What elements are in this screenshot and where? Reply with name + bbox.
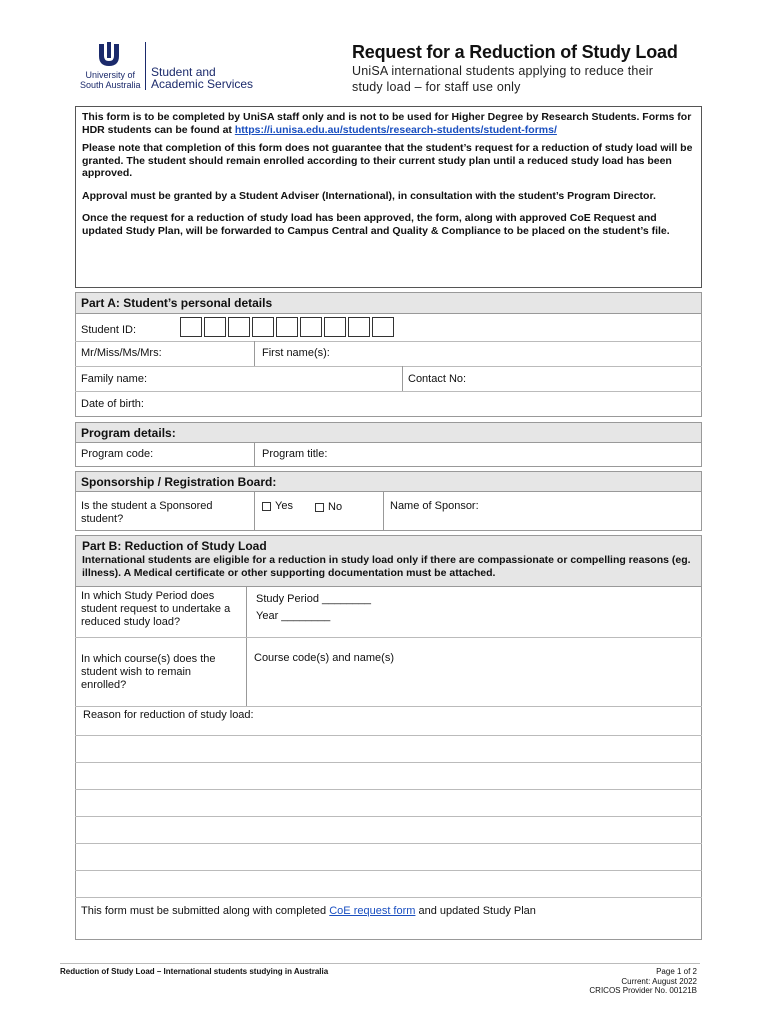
study-period-field[interactable]: Study Period ________ (256, 593, 371, 605)
program-code-label[interactable]: Program code: (81, 448, 154, 460)
current-date: Current: August 2022 (621, 976, 697, 986)
course-codes-field[interactable]: Course code(s) and name(s) (254, 652, 395, 664)
cricos-number: CRICOS Provider No. 00121B (589, 986, 697, 995)
page-number: Page 1 of 2 (656, 967, 697, 976)
notice-para-2: Please note that completion of this form does not guarantee that the student’s request for a reduction of study load will be granted. The student should remain enrolled according to their current study plan until a reduced study load has been approved. (82, 142, 693, 179)
footer-divider (60, 963, 700, 964)
reason-line-1[interactable] (75, 735, 702, 736)
submit-note: This form must be submitted along with completed CoE request form and updated Study Plan (81, 905, 536, 917)
part-b-heading: Part B: Reduction of Study Load (82, 539, 267, 553)
course-question: In which course(s) does the student wish to remain enrolled? (81, 653, 216, 691)
reason-line-4[interactable] (75, 816, 702, 817)
reason-line-3[interactable] (75, 789, 702, 790)
yes-checkbox[interactable] (262, 502, 271, 511)
part-b-table (75, 586, 702, 940)
sponsorship-heading: Sponsorship / Registration Board: (75, 471, 702, 492)
sponsored-yes-option[interactable]: Yes (262, 500, 293, 512)
sponsored-no-option[interactable]: No (315, 501, 342, 513)
footer-meta (560, 967, 697, 996)
reason-line-7[interactable] (75, 897, 702, 898)
study-period-question: In which Study Period does student request to undertake a reduced study load? (81, 590, 231, 628)
unisa-logo-icon (96, 42, 122, 68)
title-label: Mr/Miss/Ms/Mrs: (81, 347, 162, 359)
program-heading: Program details: (75, 422, 702, 443)
notice-para-4: Once the request for a reduction of study load has been approved, the form, along with approved CoE Request and updated Study Plan, will be forwarded to Campus Central and Quality & Compliance to be placed on the student’s file. (82, 212, 670, 237)
contact-no-label[interactable]: Contact No: (408, 373, 467, 385)
reason-line-2[interactable] (75, 762, 702, 763)
coe-request-form-link[interactable]: CoE request form (329, 905, 416, 917)
logo-university-name: University of South Australia (80, 70, 141, 90)
page-subtitle: UniSA international students applying to reduce their study load – for staff use only (352, 64, 654, 94)
sponsored-question: Is the student a Sponsored student? (81, 500, 213, 525)
footer-doc-title: Reduction of Study Load – International students studying in Australia (60, 967, 329, 976)
part-a-heading: Part A: Student’s personal details (75, 292, 702, 314)
year-field[interactable]: Year ________ (256, 610, 331, 622)
part-b-header-box (75, 535, 702, 587)
notice-para-3: Approval must be granted by a Student Adviser (International), in consultation with the student’s Program Director. (82, 189, 656, 202)
notice-para-1: This form is to be completed by UniSA staff only and is not to be used for Higher Degree by Research Students. Forms for HDR students can be found at https://i.unisa.edu.au/students/research-students/student-forms/ (82, 111, 692, 136)
sponsor-name-label[interactable]: Name of Sponsor: (390, 500, 479, 512)
reason-line-5[interactable] (75, 843, 702, 844)
reason-line-6[interactable] (75, 870, 702, 871)
program-table (75, 442, 702, 467)
logo-divider (145, 42, 146, 90)
page-title: Request for a Reduction of Study Load (352, 42, 678, 62)
date-of-birth-label[interactable]: Date of birth: (81, 398, 144, 410)
student-id-label: Student ID: (81, 324, 137, 336)
no-checkbox[interactable] (315, 503, 324, 512)
first-name-label[interactable]: First name(s): (262, 347, 330, 359)
program-title-label[interactable]: Program title: (262, 448, 328, 460)
reason-label: Reason for reduction of study load: (83, 709, 254, 721)
staff-notice-box (75, 106, 702, 288)
hdr-forms-link[interactable]: https://i.unisa.edu.au/students/research-students/student-forms/ (234, 123, 557, 136)
family-name-label[interactable]: Family name: (81, 373, 148, 385)
part-b-subheading: International students are eligible for a reduction in study load only if there are compassionate or compelling reasons (eg. illness). A Medical certificate or other supporting documentation must be attached. (82, 554, 691, 579)
logo-department-name: Student and Academic Services (151, 65, 254, 91)
